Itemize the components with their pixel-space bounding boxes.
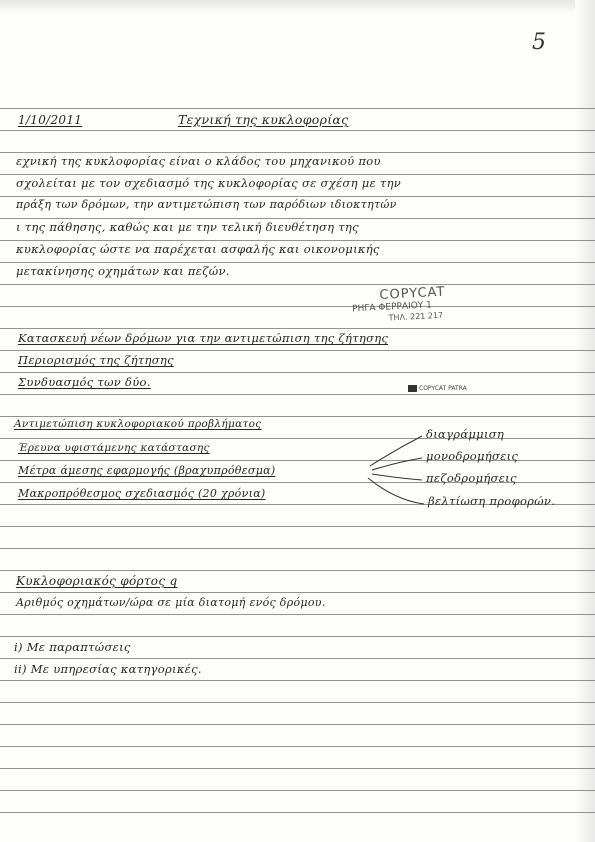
list-item: Έρευνα υφιστάμενης κατάστασης bbox=[18, 442, 210, 454]
scan-top-edge bbox=[0, 0, 595, 14]
list-item: Μέτρα άμεσης εφαρμογής (βραχυπρόθεσμα) bbox=[18, 464, 276, 477]
ruled-line bbox=[0, 108, 595, 109]
branch-item: βελτίωση προφορών. bbox=[428, 494, 556, 508]
stamp-name: COPYCAT bbox=[379, 284, 446, 303]
branch-item: διαγράμμιση bbox=[426, 427, 505, 441]
ruled-line bbox=[0, 284, 595, 285]
ruled-line bbox=[0, 196, 595, 197]
definition: Αριθμός οχημάτων/ώρα σε μία διατομή ενός δρόμου. bbox=[16, 596, 326, 609]
paragraph-line: σχολείται με τον σχεδιασμό της κυκλοφορίας σε σχέση με την bbox=[16, 176, 402, 190]
ruled-line bbox=[0, 218, 595, 219]
page-title: Τεχνική της κυκλοφορίας bbox=[178, 112, 349, 127]
ruled-line bbox=[0, 746, 595, 747]
arrow-line bbox=[372, 474, 422, 480]
list-item: Περιορισμός της ζήτησης bbox=[18, 353, 174, 367]
paragraph-line: κυκλοφορίας ώστε να παρέχεται ασφαλής και οικονομικής bbox=[16, 242, 380, 256]
ruled-line bbox=[0, 130, 595, 131]
arrow-line bbox=[370, 436, 422, 466]
ruled-line bbox=[0, 768, 595, 769]
branch-item: μονοδρομήσεις bbox=[426, 449, 519, 463]
ruled-line bbox=[0, 724, 595, 725]
stamp-street: ΡΗΓΑ ΦΕΡΡΑΙΟΥ 1 bbox=[351, 300, 433, 315]
ruled-line bbox=[0, 350, 595, 351]
ruled-line bbox=[0, 614, 595, 615]
paragraph-line: εχνική της κυκλοφορίας είναι ο κλάδος του μηχανικού που bbox=[16, 154, 381, 168]
paragraph-line: πράξη των δρόμων, την αντιμετώπιση των παρόδιων ιδιοκτητών bbox=[16, 198, 397, 211]
ruled-line bbox=[0, 152, 595, 153]
stamp-phone: ΤΗΛ. 221 217 bbox=[388, 310, 444, 323]
ruled-line bbox=[0, 548, 595, 549]
ruled-line bbox=[0, 416, 595, 417]
stamp-small-text: COPYCAT PATRA bbox=[419, 385, 467, 392]
paragraph-line: μετακίνησης οχημάτων και πεζών. bbox=[16, 264, 230, 278]
ruled-line bbox=[0, 240, 595, 241]
ruled-line bbox=[0, 328, 595, 329]
list-item: Μακροπρόθεσμος σχεδιασμός (20 χρόνια) bbox=[18, 487, 266, 500]
copycat-stamp bbox=[351, 286, 447, 325]
list-item: i) Με παραπτώσεις bbox=[14, 640, 131, 654]
scan-right-edge bbox=[575, 0, 595, 842]
ruled-line bbox=[0, 526, 595, 527]
ruled-line bbox=[0, 174, 595, 175]
ruled-line bbox=[0, 570, 595, 571]
branch-item: πεζοδρομήσεις bbox=[426, 471, 517, 485]
list-item: ii) Με υπηρεσίας κατηγορικές. bbox=[14, 662, 202, 676]
section-title: Αντιμετώπιση κυκλοφοριακού προβλήματος bbox=[14, 418, 262, 430]
ruled-line bbox=[0, 372, 595, 373]
ruled-line bbox=[0, 306, 595, 307]
ruled-line bbox=[0, 790, 595, 791]
list-item: Κατασκευή νέων δρόμων για την αντιμετώπιση της ζήτησης bbox=[18, 331, 389, 345]
section-title: Κυκλοφοριακός φόρτος q bbox=[16, 574, 178, 588]
ruled-line bbox=[0, 658, 595, 659]
stamp-logo-icon bbox=[408, 385, 417, 392]
ruled-line bbox=[0, 394, 595, 395]
paragraph-line: ι της πάθησης, καθώς και με την τελική διευθέτηση της bbox=[16, 220, 359, 234]
ruled-line bbox=[0, 636, 595, 637]
ruled-line bbox=[0, 680, 595, 681]
ruled-line bbox=[0, 702, 595, 703]
date: 1/10/2011 bbox=[18, 113, 83, 127]
list-item: Συνδυασμός των δύο. bbox=[18, 375, 151, 389]
ruled-line bbox=[0, 812, 595, 813]
ruled-line bbox=[0, 438, 595, 439]
ruled-line bbox=[0, 262, 595, 263]
page-number: 5 bbox=[532, 30, 546, 55]
copycat-small-stamp bbox=[408, 385, 467, 392]
ruled-line bbox=[0, 592, 595, 593]
